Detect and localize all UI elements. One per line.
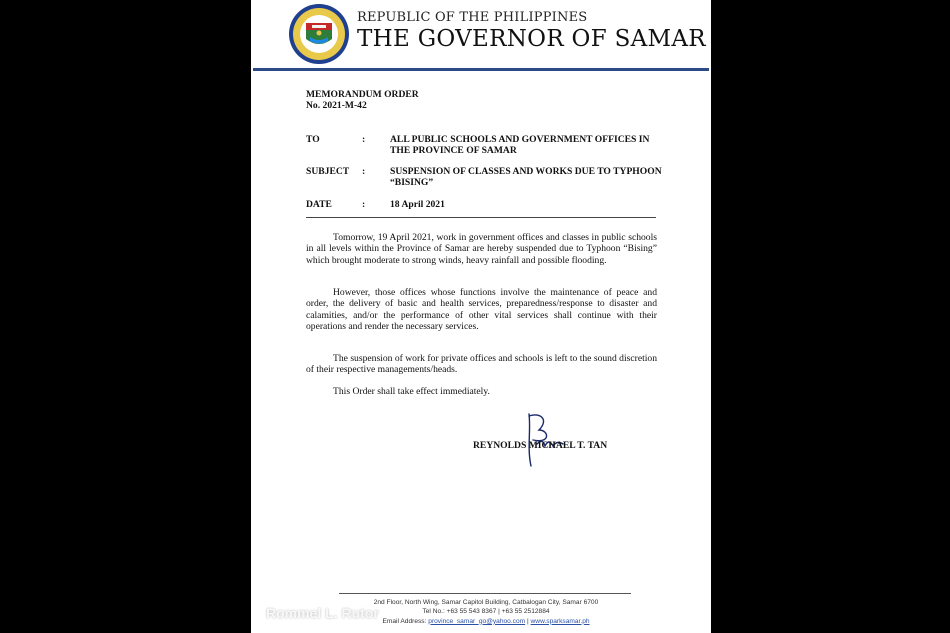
footer-email-link[interactable]: province_samar_go@yahoo.com <box>428 617 526 625</box>
date-row <box>306 199 676 211</box>
province-seal-icon <box>288 3 350 65</box>
footer-address: 2nd Floor, North Wing, Samar Capitol Building, Catbalogan City, Samar 6700 <box>373 599 599 606</box>
paragraph-2: However, those offices whose functions involve the maintenance of peace and order, the delivery of basic and health services, preparedness/response to disaster and calamities, and/or the performance of other vital services shall continue with their operations and render the necessary services. <box>306 287 657 332</box>
letterhead-rule <box>253 68 709 71</box>
to-row <box>306 134 676 158</box>
header-divider <box>306 217 656 218</box>
subject-value: SUSPENSION OF CLASSES AND WORKS DUE TO TYPHOON “BISING” <box>390 166 662 188</box>
footer-rule <box>339 593 631 594</box>
date-label: DATE <box>306 199 332 210</box>
subject-row <box>306 166 676 190</box>
date-colon: : <box>362 199 366 210</box>
footer-tel: Tel No.: +63 55 543 8367 | +63 55 2512884 <box>422 608 550 616</box>
paragraph-4: This Order shall take effect immediately. <box>333 386 490 397</box>
letterhead-governor: THE GOVERNOR OF SAMAR <box>357 26 706 52</box>
letterhead-republic: REPUBLIC OF THE PHILIPPINES <box>357 10 588 25</box>
footer-website-link[interactable]: www.sparksamar.ph <box>530 617 590 625</box>
to-value: ALL PUBLIC SCHOOLS AND GOVERNMENT OFFICES IN THE PROVINCE OF SAMAR <box>390 134 650 156</box>
paragraph-1: Tomorrow, 19 April 2021, work in government offices and classes in public schools in all levels within the Province of Samar are hereby suspended due to Typhoon “Bising” which brought moderate to strong winds, heavy rainfall and possible flooding. <box>306 232 657 266</box>
memo-number: No. 2021-M-42 <box>306 100 367 111</box>
memo-heading <box>306 89 419 111</box>
date-value: 18 April 2021 <box>390 199 445 210</box>
to-colon: : <box>362 134 366 145</box>
footer-separator: | <box>526 617 529 625</box>
subject-label: SUBJECT <box>306 166 350 177</box>
photo-credit-watermark: Rommel L. Rutor <box>266 605 379 621</box>
memo-title: MEMORANDUM ORDER <box>306 89 419 100</box>
memorandum-page <box>251 0 711 633</box>
subject-colon: : <box>362 166 366 177</box>
footer-email-label: Email Address: <box>382 617 427 625</box>
signatory-name: REYNOLDS MICHAEL T. TAN <box>473 440 608 451</box>
paragraph-3: The suspension of work for private offices and schools is left to the sound discretion of their respective managements/heads. <box>306 353 657 376</box>
to-label: TO <box>306 134 320 145</box>
